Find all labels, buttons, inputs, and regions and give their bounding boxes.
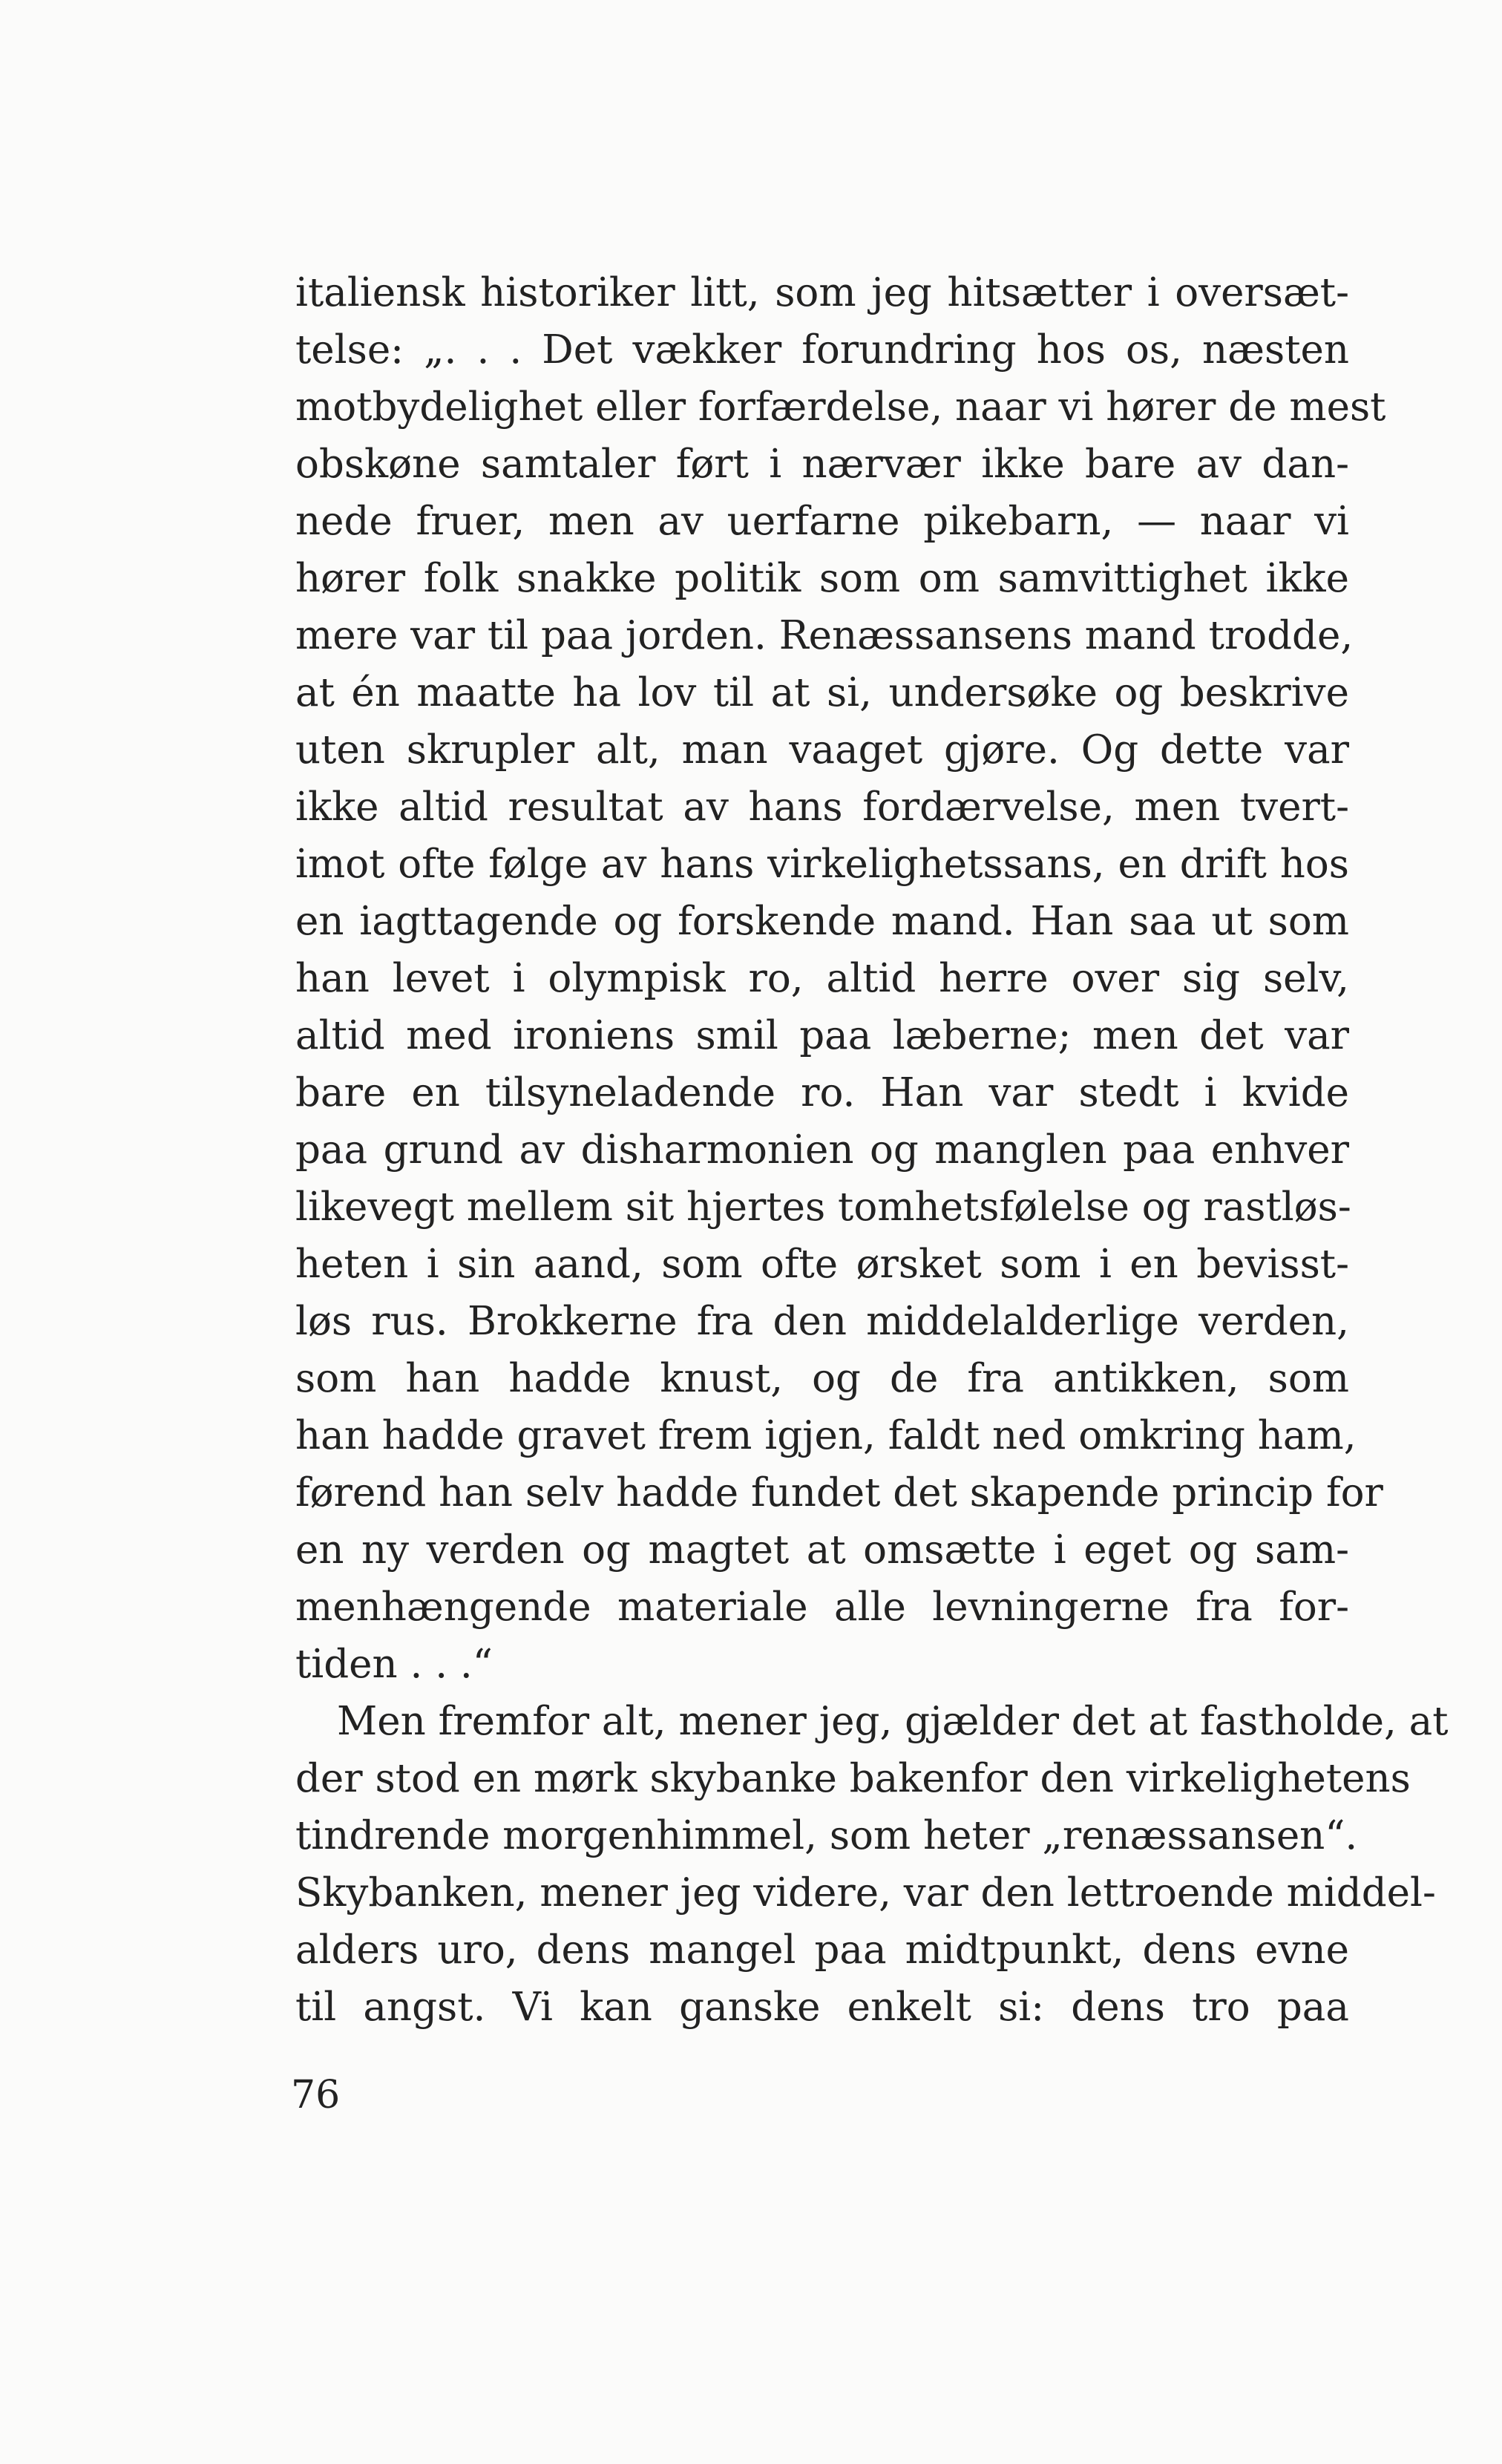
text-line: paa grund av disharmonien og manglen paa enhver xyxy=(295,1127,1349,1173)
text-line: Skybanken, mener jeg videre, var den lettroende middel- xyxy=(295,1870,1436,1916)
text-line: bare en tilsyneladende ro. Han var stedt i kvide xyxy=(295,1070,1349,1115)
text-line: ikke altid resultat av hans fordærvelse, men tvert- xyxy=(295,784,1349,830)
text-line: menhængende materiale alle levningerne fra for- xyxy=(295,1585,1349,1630)
text-line: førend han selv hadde fundet det skapende princip for xyxy=(295,1470,1383,1516)
text-line: motbydelighet eller forfærdelse, naar vi hører de mest xyxy=(295,384,1386,430)
text-line: hører folk snakke politik som om samvittighet ikke xyxy=(295,556,1349,601)
text-line: tindrende morgenhimmel, som heter „renæssansen“. xyxy=(295,1813,1358,1858)
page-number: 76 xyxy=(291,2073,341,2117)
text-line: nede fruer, men av uerfarne pikebarn, — naar vi xyxy=(295,499,1349,544)
text-line: uten skrupler alt, man vaaget gjøre. Og dette var xyxy=(295,727,1349,773)
text-line: heten i sin aand, som ofte ørsket som i en bevisst- xyxy=(295,1242,1349,1287)
text-line: til angst. Vi kan ganske enkelt si: dens tro paa xyxy=(295,1985,1349,2030)
text-line: obskøne samtaler ført i nærvær ikke bare av dan- xyxy=(295,442,1349,487)
text-line: imot ofte følge av hans virkelighetssans, en drift hos xyxy=(295,842,1349,887)
text-line: tiden . . .“ xyxy=(295,1642,493,1687)
text-line: italiensk historiker litt, som jeg hitsætter i oversæt- xyxy=(295,270,1349,315)
text-line: at én maatte ha lov til at si, undersøke og beskrive xyxy=(295,670,1349,715)
text-line: alders uro, dens mangel paa midtpunkt, dens evne xyxy=(295,1927,1349,1973)
paragraph-first-line: Men fremfor alt, mener jeg, gjælder det at fastholde, at xyxy=(337,1699,1449,1744)
text-line: telse: „. . . Det vækker forundring hos os, næsten xyxy=(295,327,1349,373)
text-line: der stod en mørk skybanke bakenfor den virkelighetens xyxy=(295,1756,1411,1801)
text-line: altid med ironiens smil paa læberne; men det var xyxy=(295,1013,1349,1058)
text-line: han hadde gravet frem igjen, faldt ned omkring ham, xyxy=(295,1413,1357,1458)
text-line: løs rus. Brokkerne fra den middelalderlige verden, xyxy=(295,1299,1349,1344)
text-line: en ny verden og magtet at omsætte i eget og sam- xyxy=(295,1527,1349,1573)
text-line: mere var til paa jorden. Renæssansens mand trodde, xyxy=(295,613,1354,658)
text-line: som han hadde knust, og de fra antikken, som xyxy=(295,1356,1349,1401)
text-line: en iagttagende og forskende mand. Han saa ut som xyxy=(295,899,1349,944)
text-line: han levet i olympisk ro, altid herre over sig selv, xyxy=(295,956,1349,1001)
text-line: likevegt mellem sit hjertes tomhetsfølelse og rastløs- xyxy=(295,1185,1351,1230)
